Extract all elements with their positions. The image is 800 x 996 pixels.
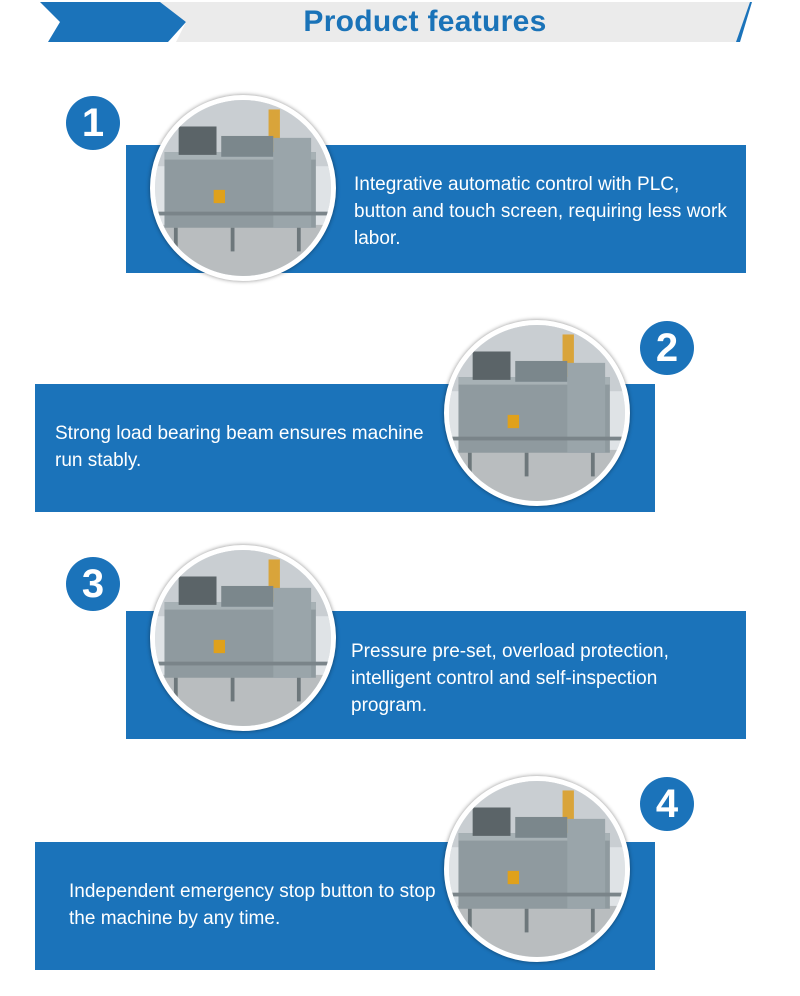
machine-photo xyxy=(444,320,630,506)
feature-text: Strong load bearing beam ensures machine run stably. xyxy=(55,423,424,471)
feature-1 xyxy=(0,95,800,295)
feature-2 xyxy=(0,320,800,520)
baler-machine-image xyxy=(449,781,625,957)
baler-machine-image xyxy=(449,325,625,501)
feature-text: Integrative automatic control with PLC, button and touch screen, requiring less work labor. xyxy=(354,174,727,249)
feature-number-badge: 3 xyxy=(66,557,120,611)
machine-photo xyxy=(150,95,336,281)
feature-number-badge: 4 xyxy=(640,777,694,831)
baler-machine-image xyxy=(155,100,331,276)
feature-3 xyxy=(0,545,800,745)
feature-text: Pressure pre-set, overload protection, intelligent control and self-inspection program. xyxy=(351,641,669,716)
page-title: Product features xyxy=(303,5,547,38)
header-banner xyxy=(0,0,800,44)
feature-number-badge: 2 xyxy=(640,321,694,375)
feature-text: Independent emergency stop button to stop the machine by any time. xyxy=(69,881,436,929)
machine-photo xyxy=(150,545,336,731)
machine-photo xyxy=(444,776,630,962)
feature-number-badge: 1 xyxy=(66,96,120,150)
feature-4 xyxy=(0,776,800,976)
baler-machine-image xyxy=(155,550,331,726)
